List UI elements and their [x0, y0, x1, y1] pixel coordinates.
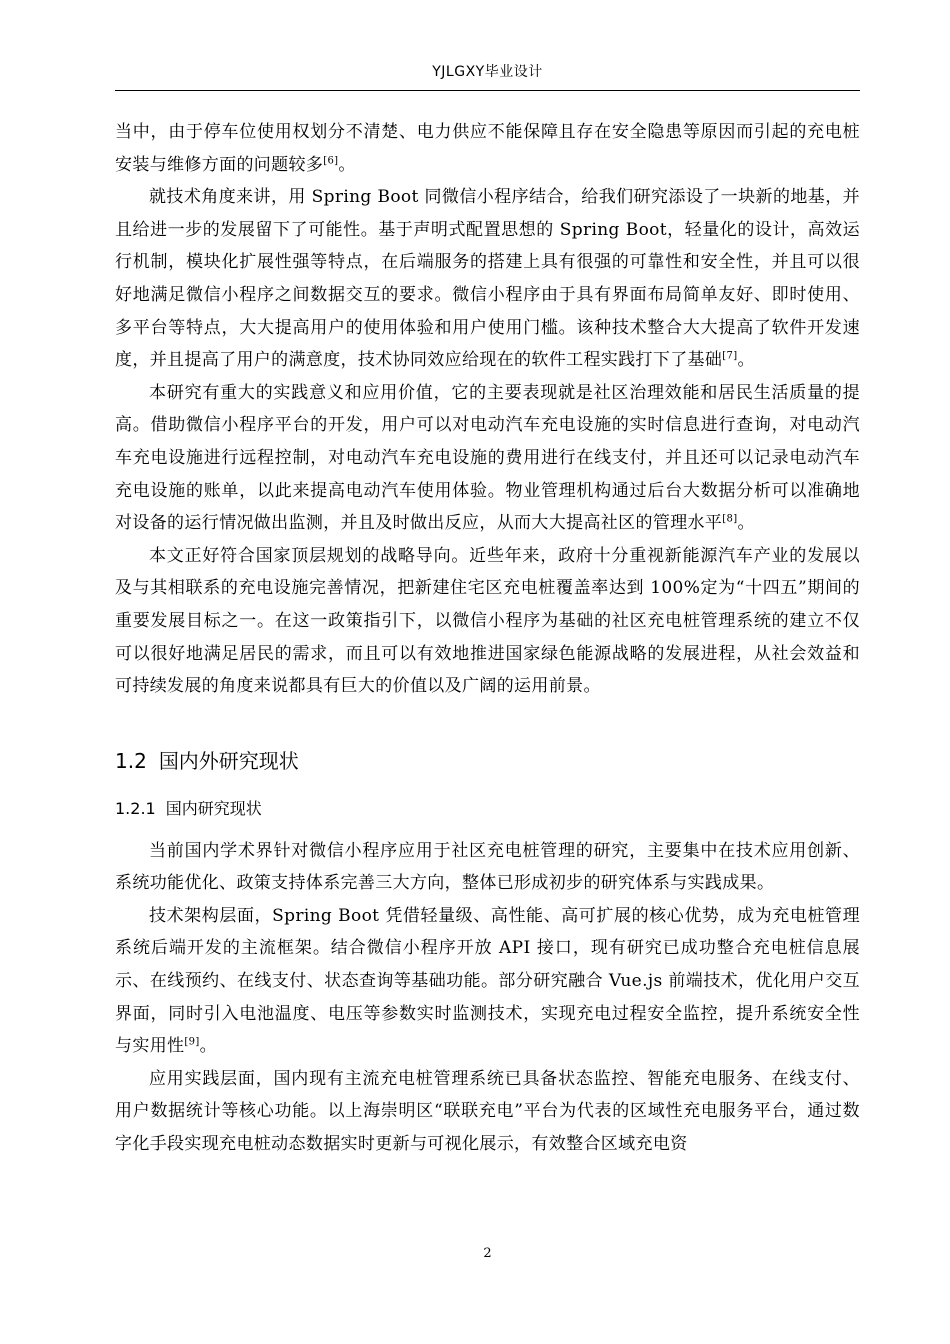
paragraph-text: 本文正好符合国家顶层规划的战略导向。近些年来，政府十分重视新能源汽车产业的发展以及与其相联系的充电设施完善情况，把新建住宅区充电桩覆盖率达到 100%定为“十四五”期间的重要发展目标之一。在这一政策指引下，以微信小程序为基础的社区充电桩管理系统的建立不仅可以很好地满足居民的需求，而且可以有效地推进国家绿色能源战略的发展进程，从社会效益和可持续发展的角度来说都具有巨大的价值以及广阔的运用前景。: [115, 545, 860, 697]
paragraph-domestic-overview: [115, 835, 860, 900]
paragraph-text: 技术架构层面，Spring Boot 凭借轻量级、高性能、高可扩展的核心优势，成为充电桩管理系统后端开发的主流框架。结合微信小程序开放 API 接口，现有研究已成功整合充电桩信息展示、在线预约、在线支付、状态查询等基础功能。部分研究融合 Vue.js 前端技术，优化用户交互界面，同时引入电池温度、电压等参数实时监测技术，实现充电过程安全监控，提升系统安全性与实用性: [115, 905, 860, 1057]
page-body: [115, 116, 860, 1161]
header-rule: [115, 90, 860, 91]
paragraph-text: 就技术角度来讲，用 Spring Boot 同微信小程序结合，给我们研究添设了一块新的地基，并且给进一步的发展留下了可能性。基于声明式配置思想的 Spring Boot，轻量化的设计，高效运行机制，模块化扩展性强等特点，在后端服务的搭建上具有很强的可靠性和安全性，并且可以很好地满足微信小程序之间数据交互的要求。微信小程序由于具有界面布局简单友好、即时使用、多平台等特点，大大提高用户的使用体验和用户使用门槛。该种技术整合大大提高了软件开发速度，并且提高了用户的满意度，技术协同效应给现在的软件工程实践打下了基础: [115, 187, 860, 371]
paragraph-continuation: [115, 116, 860, 181]
paragraph-end: 。: [737, 350, 755, 371]
citation: [9]: [184, 1036, 200, 1048]
running-header: YJLGXY毕业设计: [432, 64, 543, 80]
paragraph-end: 。: [338, 154, 356, 175]
paragraph-architecture: [115, 900, 860, 1063]
paragraph-text: 应用实践层面，国内现有主流充电桩管理系统已具备状态监控、智能充电服务、在线支付、用户数据统计等核心功能。以上海崇明区“联联充电”平台为代表的区域性充电服务平台，通过数字化手段实现充电桩动态数据实时更新与可视化展示，有效整合区域充电资: [115, 1068, 860, 1155]
page-number: 2: [483, 1246, 492, 1261]
spacer: [115, 823, 860, 835]
citation: [6]: [323, 154, 339, 166]
section-title: 国内外研究现状: [158, 748, 299, 773]
paragraph-end: 。: [737, 513, 755, 534]
paragraph-text: 当中，由于停车位使用权划分不清楚、电力供应不能保障且存在安全隐患等原因而引起的充电桩安装与维修方面的问题较多: [115, 122, 860, 175]
section-heading: [115, 743, 860, 779]
paragraph-application: [115, 1063, 860, 1161]
paragraph-text: 本研究有重大的实践意义和应用价值，它的主要表现就是社区治理效能和居民生活质量的提高。借助微信小程序平台的开发，用户可以对电动汽车充电设施的实时信息进行查询，对电动汽车充电设施进行远程控制，对电动汽车充电设施的费用进行在线支付，并且还可以记录电动汽车充电设施的账单，以此来提高电动汽车使用体验。物业管理机构通过后台大数据分析可以准确地对设备的运行情况做出监测，并且及时做出反应，从而大大提高社区的管理水平: [115, 382, 860, 534]
subsection-title: 国内研究现状: [165, 798, 262, 818]
section-number: 1.2: [115, 748, 147, 773]
paragraph-end: 。: [199, 1036, 217, 1057]
paragraph-tech: [115, 181, 860, 377]
paragraph-practice: [115, 377, 860, 540]
citation: [7]: [722, 350, 738, 362]
citation: [8]: [722, 513, 738, 525]
paragraph-policy: [115, 540, 860, 703]
subsection-number: 1.2.1: [115, 798, 156, 818]
paragraph-text: 当前国内学术界针对微信小程序应用于社区充电桩管理的研究，主要集中在技术应用创新、系统功能优化、政策支持体系完善三大方向，整体已形成初步的研究体系与实践成果。: [115, 840, 860, 894]
subsection-heading: [115, 795, 860, 823]
